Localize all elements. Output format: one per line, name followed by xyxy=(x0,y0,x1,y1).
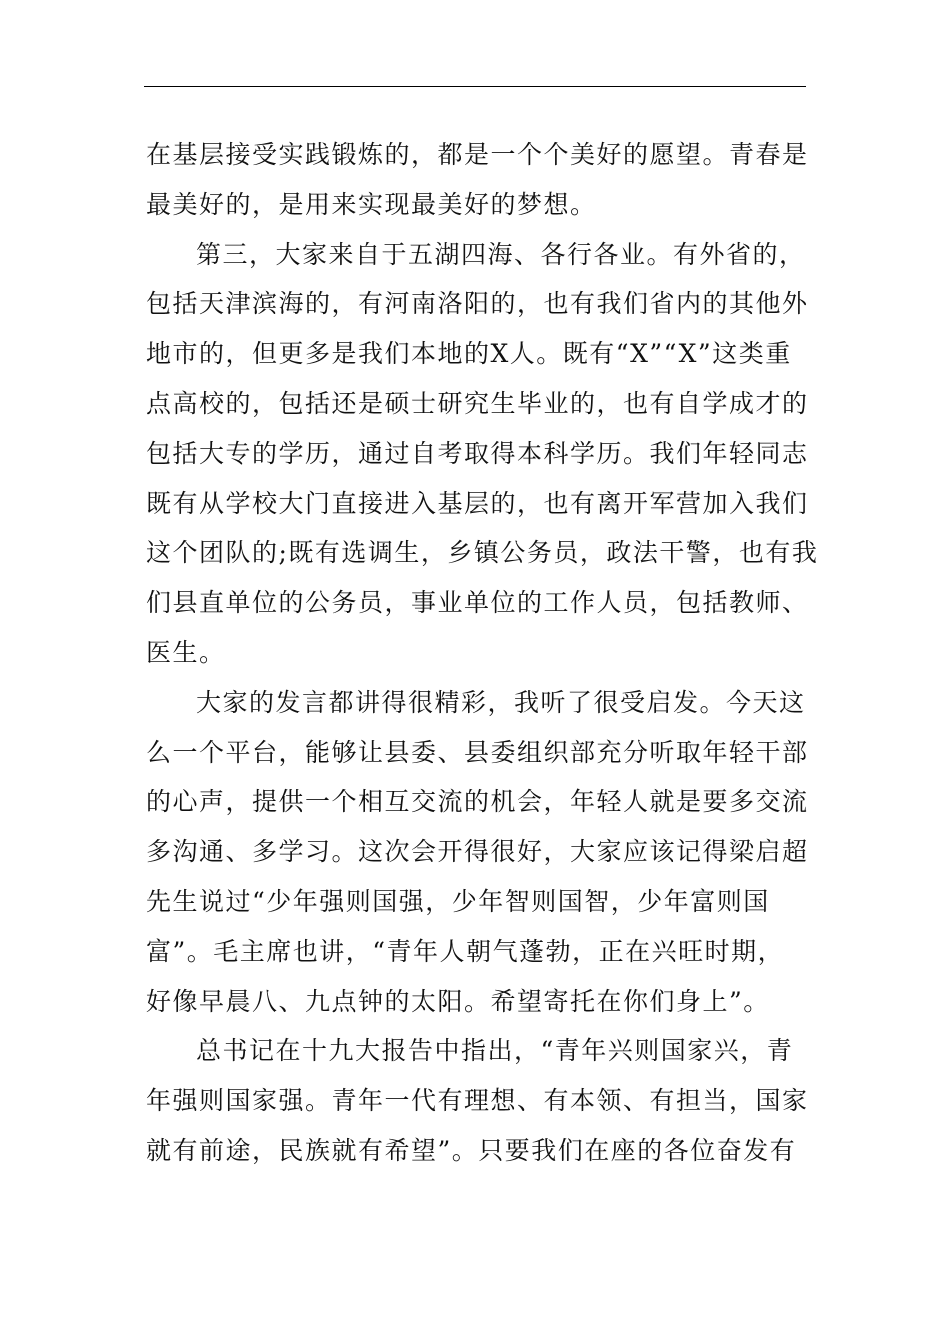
text-line: 先生说过“少年强则国强，少年智则国智，少年富则国 xyxy=(146,886,770,916)
text-line: 们县直单位的公务员，事业单位的工作人员，包括教师、 xyxy=(146,588,809,618)
document-body xyxy=(146,130,819,1176)
text-line: 既有从学校大门直接进入基层的，也有离开军营加入我们 xyxy=(146,488,809,518)
text-line: 包括大专的学历，通过自考取得本科学历。我们年轻同志 xyxy=(146,438,809,468)
text-line: 这个团队的;既有选调生，乡镇公务员，政法干警，也有我 xyxy=(146,538,819,568)
text-line: 就有前途，民族就有希望”。只要我们在座的各位奋发有 xyxy=(146,1135,797,1165)
text-line: 在基层接受实践锻炼的，都是一个个美好的愿望。青春是 xyxy=(146,140,809,169)
text-line: 大家的发言都讲得很精彩，我听了很受启发。今天这 xyxy=(196,687,806,717)
text-line: 地市的，但更多是我们本地的X人。既有“X”“X”这类重 xyxy=(146,339,792,369)
text-line: 第三，大家来自于五湖四海、各行各业。有外省的， xyxy=(196,239,806,269)
text-line: 包括天津滨海的，有河南洛阳的，也有我们省内的其他外 xyxy=(146,289,809,319)
text-line: 最美好的，是用来实现最美好的梦想。 xyxy=(146,189,597,219)
text-line: 么一个平台，能够让县委、县委组织部充分听取年轻干部 xyxy=(146,737,809,767)
text-line: 的心声，提供一个相互交流的机会，年轻人就是要多交流 xyxy=(146,787,809,817)
text-line: 医生。 xyxy=(146,637,226,667)
text-line: 好像早晨八、九点钟的太阳。希望寄托在你们身上”。 xyxy=(146,986,770,1016)
header-rule xyxy=(144,86,806,87)
text-line: 总书记在十九大报告中指出，“青年兴则国家兴，青 xyxy=(196,1036,794,1066)
text-line: 富”。毛主席也讲，“青年人朝气蓬勃，正在兴旺时期， xyxy=(146,936,785,966)
text-line: 点高校的，包括还是硕士研究生毕业的，也有自学成才的 xyxy=(146,388,809,418)
text-line: 年强则国家强。青年一代有理想、有本领、有担当，国家 xyxy=(146,1086,809,1116)
text-line: 多沟通、多学习。这次会开得很好，大家应该记得梁启超 xyxy=(146,837,809,867)
